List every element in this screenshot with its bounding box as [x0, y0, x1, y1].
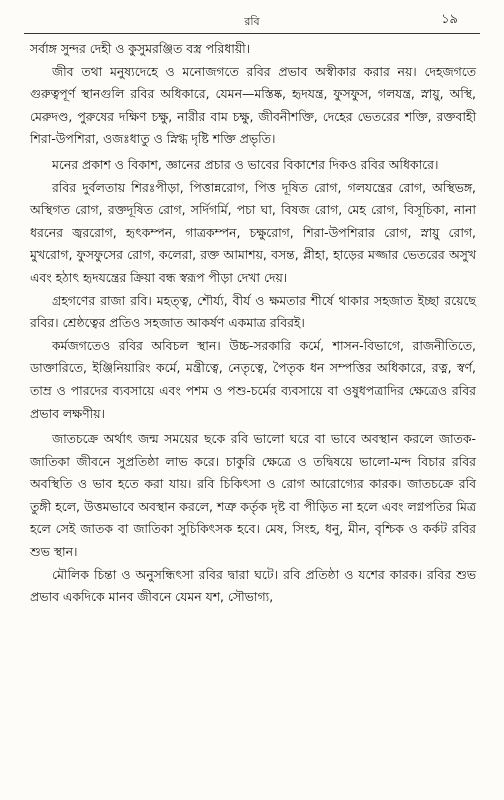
paragraph-body-and-mind: জীব তথা মনুষ্যদেহে ও মনোজগতে রবির প্রভাব অস্বীকার করার নয়। দেহজগতে গুরুত্বপূর্ণ স্থানগুলি রবির অধিকারে, যেমন—মস্তিষ্ক, হৃদযন্ত্র, ফুসফুস, গলযন্ত্র, স্নায়ু, অস্থি, মেরুদণ্ড, পুরুষের দক্ষিণ চক্ষু, নারীর বাম চক্ষু, জীবনীশক্তি, দেহের ভেতরের শক্তি, রক্তবাহী শিরা-উপশিরা, ওজঃধাতু ও স্নিগ্ধ দৃষ্টি শক্তি প্রভৃতি।	[30, 63, 476, 147]
paragraph-king-of-planets: গ্রহগণের রাজা রবি। মহত্ত্ব, শৌর্য্য, বীর্য ও ক্ষমতার শীর্ষে থাকার সহজাত ইচ্ছা রয়েছে রবির। শ্রেষ্ঠত্বের প্রতিও সহজাত আকর্ষণ একমাত্র রবিরই।	[30, 292, 476, 331]
header-rule	[24, 33, 480, 34]
paragraph-original-thought: মৌলিক চিন্তা ও অনুসন্ধিৎসা রবির দ্বারা ঘটে। রবি প্রতিষ্ঠা ও যশের কারক। রবির শুভ প্রভাব একদিকে মানব জীবনে যেমন যশ, সৌভাগ্য,	[30, 566, 476, 605]
paragraph-diseases: রবির দুর্বলতায় শিরঃপীড়া, পিত্তান্নরোগ, পিত্ত দূষিত রোগ, গলযন্ত্রের রোগ, অস্থিভঙ্গ, অস্থিগত রোগ, রক্তদূষিত রোগ, সর্দিগর্মি, পচা ঘা, বিষজ রোগ, মেহ রোগ, বিসূচিকা, নানা ধরনের জ্বররোগ, হৃৎকম্পন, গাত্রকম্পন, চক্ষুরোগ, শিরা-উপশিরার রোগ, স্নায়ু রোগ, মুখরোগ, ফুসফুসের রোগ, কলেরা, রক্ত আমাশয়, বসন্ত, প্লীহা, হাড়ের মজ্জার ভেতরের অসুখ এবং হঠাৎ হৃদযন্ত্রের ক্রিয়া বন্ধ স্বরূপ পীড়া দেখা দেয়।	[30, 179, 476, 285]
paragraph-birth-chart: জাতচক্রে অর্থাৎ জন্ম সময়ের ছকে রবি ভালো ঘরে বা ভাবে অবস্থান করলে জাতক-জাতিকা জীবনে সুপ্রতিষ্ঠা লাভ করে। চাকুরি ক্ষেত্রে ও তদ্বিষয়ে ভালো-মন্দ বিচার রবির অবস্থিতি ও ভাব হতে করা যায়। রবি চিকিৎসা ও রোগ আরোগ্যের কারক। জাতচক্রে রবি তুঙ্গী হলে, উত্তমভাবে অবস্থান করলে, শত্রু কর্তৃক দৃষ্ট বা পীড়িত না হলে এবং লগ্নপতির মিত্র হলে সেই জাতক বা জাতিকা সুচিকিৎসক হবে। মেষ, সিংহ, ধনু, মীন, বৃশ্চিক ও কর্কট রবির শুভ স্থান।	[30, 431, 476, 560]
running-title: রবি	[244, 15, 260, 28]
page-number: ১৯	[441, 12, 458, 27]
page-header	[20, 10, 484, 32]
paragraph-career: কর্মজগতেও রবির অবিচল স্থান। উচ্চ-সরকারি কর্মে, শাসন-বিভাগে, রাজনীতিতে, ডাক্তারিতে, ইঞ্জিনিয়ারিং কর্মে, মন্ত্রীত্বে, নেতৃত্বে, পৈতৃক ধন সম্পত্তির অধিকারে, রত্ন, স্বর্ণ, তাম্র ও পারদের ব্যবসায়ে এবং পশম ও পশু-চর্মের ব্যবসায়ে বা ওষুধপত্রাদির ক্ষেত্রেও রবির প্রভাব লক্ষণীয়।	[30, 337, 476, 421]
paragraph-continued: সর্বাঙ্গ সুন্দর দেহী ও কুসুমরঞ্জিত বস্ত্র পরিধায়ী।	[30, 41, 251, 56]
body-text	[30, 38, 476, 609]
paragraph-mind-expression: মনের প্রকাশ ও বিকাশ, জ্ঞানের প্রচার ও ভাবের বিকাশের দিকও রবির অধিকারে।	[52, 156, 439, 172]
